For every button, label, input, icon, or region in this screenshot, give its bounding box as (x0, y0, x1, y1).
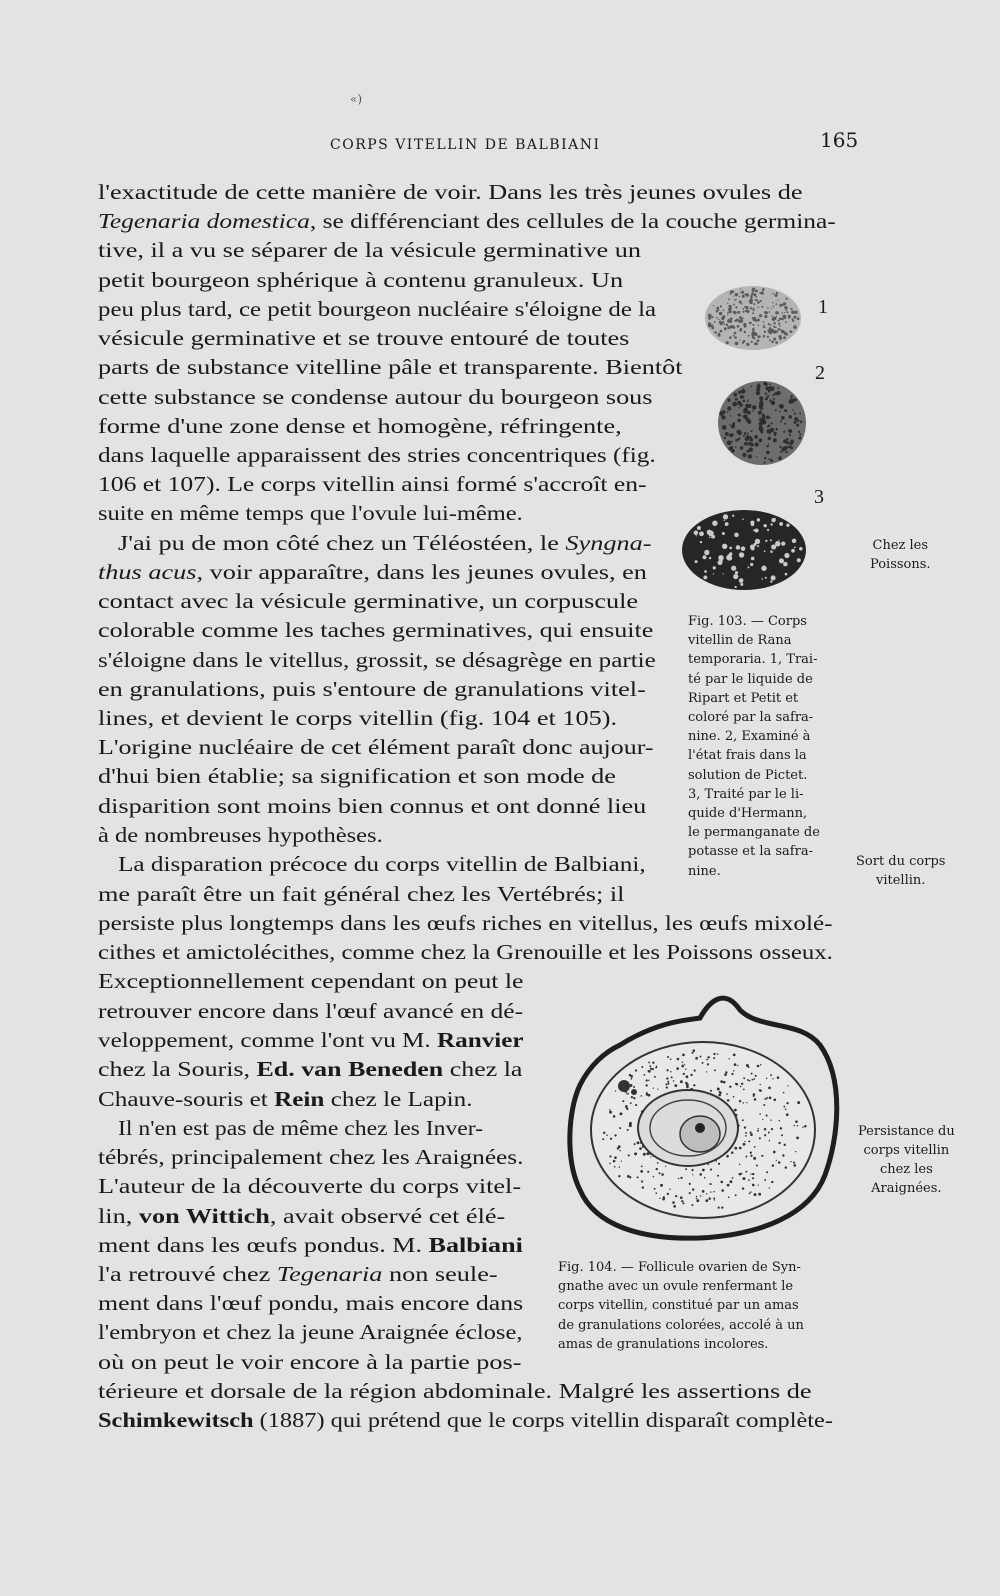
text-line (98, 385, 652, 409)
text-run: non seule- (382, 1262, 498, 1286)
text-line (98, 794, 646, 818)
text-line (98, 268, 623, 292)
text-line (98, 238, 641, 262)
caption-line: Fig. 104. — Follicule ovarien de Syn- (558, 1260, 801, 1275)
text-run: L'origine nucléaire de cet élément paraît donc aujour- (98, 735, 654, 759)
caption-line: l'état frais dans la (688, 748, 807, 764)
caption-line: Chez les (872, 538, 929, 553)
text-line (98, 618, 653, 642)
text-run: Syngna- (565, 531, 652, 555)
text-run: peu plus tard, ce petit bourgeon nucléaire s'éloigne de la (98, 297, 657, 321)
text-run: à de nombreuses hypothèses. (98, 823, 383, 847)
text-line (98, 1174, 521, 1198)
text-run: tive, il a vu se séparer de la vésicule germinative un (98, 238, 642, 262)
caption-line: solution de Pictet. (688, 767, 808, 783)
text-line (98, 472, 647, 496)
caption-line: de granulations colorées, accolé à un (558, 1317, 804, 1333)
text-run: petit bourgeon sphérique à contenu granuleux. Un (98, 268, 624, 292)
text-run: ment dans les œufs pondus. M. (98, 1233, 429, 1257)
text-run: térieure et dorsale de la région abdominale. Malgré les assertions de (98, 1379, 812, 1403)
text-run: l'embryon et chez la jeune Araignée éclose, (98, 1320, 523, 1344)
text-line (98, 911, 832, 935)
text-run: Balbiani (428, 1233, 523, 1257)
caption-line: temporaria. 1, Trai- (688, 652, 818, 668)
caption-line: le permanganate de (688, 825, 820, 841)
text-run: J'ai pu de mon côté chez un Téléostéen, le (118, 531, 566, 555)
text-line (98, 443, 656, 467)
text-line (98, 1350, 521, 1374)
text-line (98, 1204, 505, 1228)
text-run: ment dans l'œuf pondu, mais encore dans (98, 1291, 524, 1315)
text-run: Schimkewitsch (98, 1408, 254, 1432)
caption-line: vitellin de Rana (688, 633, 792, 649)
text-run: forme d'une zone dense et homogène, réfringente, (98, 414, 622, 438)
text-line (98, 882, 624, 906)
caption-line: quide d'Hermann, (688, 806, 808, 822)
text-run: contact avec la vésicule germinative, un corpuscule (98, 589, 639, 613)
fig-104-illustration (560, 990, 850, 1250)
caption-line: Persistance du (858, 1124, 955, 1139)
fig-104-caption (558, 1258, 804, 1354)
caption-line: Ripart et Petit et (688, 690, 799, 706)
text-line (98, 706, 617, 730)
text-line (98, 326, 629, 350)
fig-103-label-3: 3 (814, 486, 824, 508)
text-run: l'exactitude de cette manière de voir. Dans les très jeunes ovules de (98, 180, 803, 204)
text-line (98, 355, 683, 379)
caption-line: coloré par la safra- (688, 710, 814, 726)
caption-line: Sort du corps (856, 854, 946, 869)
text-line (98, 969, 523, 993)
text-line (98, 823, 383, 847)
text-run: retrouver encore dans l'œuf avancé en dé- (98, 999, 524, 1023)
text-line (98, 1320, 522, 1344)
caption-line: té par le liquide de (688, 671, 813, 687)
caption-line: potasse et la safra- (688, 844, 813, 860)
caption-line: corps vitellin, constitué par un amas (558, 1298, 799, 1314)
text-run: suite en même temps que l'ovule lui-même. (98, 501, 523, 525)
text-line (98, 1233, 523, 1257)
caption-line: 3, Traité par le li- (688, 786, 804, 802)
fig-103-caption (688, 612, 820, 881)
sidenote-poissons (870, 536, 931, 574)
text-line (98, 1262, 498, 1286)
page-speck: «) (350, 92, 363, 106)
text-run: vésicule germinative et se trouve entouré de toutes (98, 326, 630, 350)
text-line (98, 1408, 833, 1432)
text-line (118, 1116, 483, 1140)
text-run: Chauve-souris et (98, 1087, 275, 1111)
text-line (98, 648, 656, 672)
text-run: persiste plus longtemps dans les œufs riches en vitellus, les œufs mixolé- (98, 911, 833, 935)
caption-line: nine. (688, 863, 721, 879)
text-run: d'hui bien établie; sa signification et son mode de (98, 764, 616, 788)
text-line (98, 1291, 523, 1315)
text-run: cette substance se condense autour du bourgeon sous (98, 385, 653, 409)
text-line (98, 764, 616, 788)
text-line (98, 999, 523, 1023)
fig-103-label-1: 1 (818, 296, 828, 318)
text-line (98, 1379, 812, 1403)
text-line (98, 940, 833, 964)
text-run: lines, et devient le corps vitellin (fig. 104 et 105). (98, 706, 618, 730)
text-run: l'a retrouvé chez (98, 1262, 277, 1286)
text-run: tébrés, principalement chez les Araignées. (98, 1145, 524, 1169)
text-line (98, 180, 802, 204)
caption-line: Araignées. (871, 1181, 942, 1196)
sidenote-sort (856, 852, 945, 890)
text-run: Ranvier (436, 1028, 524, 1052)
text-run: disparition sont moins bien connus et ont donné lieu (98, 794, 647, 818)
text-run: Tegenaria domestica (98, 209, 310, 233)
text-run: parts de substance vitelline pâle et transparente. Bientôt (98, 355, 683, 379)
text-run: Il n'en est pas de même chez les Inver- (118, 1116, 484, 1140)
caption-line: nine. 2, Examiné à (688, 729, 811, 745)
text-run: où on peut le voir encore à la partie pos- (98, 1350, 522, 1374)
text-run: s'éloigne dans le vitellus, grossit, se désagrège en partie (98, 648, 656, 672)
text-run: chez la (443, 1057, 523, 1081)
caption-line: amas de granulations incolores. (558, 1336, 769, 1352)
fig-103-illustration (680, 280, 830, 610)
text-run: en granulations, puis s'entoure de granulations vitel- (98, 677, 646, 701)
text-line (98, 1087, 473, 1111)
running-head: CORPS VITELLIN DE BALBIANI (330, 137, 601, 153)
text-run: veloppement, comme l'ont vu M. (98, 1028, 437, 1052)
text-run: L'auteur de la découverte du corps vitel- (98, 1174, 522, 1198)
text-run: (1887) qui prétend que le corps vitellin disparaît complète- (253, 1408, 833, 1432)
fig-103-label-2: 2 (815, 362, 825, 384)
text-line (98, 560, 647, 584)
caption-line: vitellin. (876, 873, 926, 888)
text-line (98, 297, 656, 321)
text-line (98, 1145, 523, 1169)
text-run: , se différenciant des cellules de la couche germina- (309, 209, 836, 233)
text-line (98, 677, 646, 701)
text-run: dans laquelle apparaissent des stries concentriques (fig. (98, 443, 656, 467)
text-run: von Wittich (138, 1204, 270, 1228)
caption-line: Poissons. (870, 557, 931, 572)
text-run: Exceptionnellement cependant on peut le (98, 969, 524, 993)
text-line (98, 735, 654, 759)
text-run: chez le Lapin. (324, 1087, 473, 1111)
text-line (98, 501, 523, 525)
text-line (118, 852, 646, 876)
text-run: 106 et 107). Le corps vitellin ainsi formé s'accroît en- (98, 472, 647, 496)
text-run: La disparation précoce du corps vitellin de Balbiani, (118, 852, 646, 876)
text-line (98, 1028, 524, 1052)
text-run: me paraît être un fait général chez les Vertébrés; il (98, 882, 625, 906)
text-run: colorable comme les taches germinatives, qui ensuite (98, 618, 654, 642)
sidenote-persistance (858, 1122, 955, 1198)
text-line (98, 414, 622, 438)
text-line (98, 209, 836, 233)
text-run: cithes et amictolécithes, comme chez la Grenouille et les Poissons osseux. (98, 940, 833, 964)
text-line (98, 589, 638, 613)
text-line (118, 531, 651, 555)
text-run: , avait observé cet élé- (269, 1204, 506, 1228)
caption-line: chez les (879, 1162, 933, 1177)
caption-line: corps vitellin (863, 1143, 950, 1158)
text-run: chez la Souris, (98, 1057, 257, 1081)
text-line (98, 1057, 522, 1081)
text-run: Ed. van Beneden (256, 1057, 444, 1081)
text-run: Rein (274, 1087, 325, 1111)
text-run: thus acus (98, 560, 197, 584)
caption-line: gnathe avec un ovule renfermant le (558, 1279, 794, 1295)
text-run: Tegenaria (276, 1262, 383, 1286)
text-run: lin, (98, 1204, 139, 1228)
caption-line: Fig. 103. — Corps (688, 614, 807, 629)
page-number: 165 (820, 128, 859, 152)
text-run: , voir apparaître, dans les jeunes ovules, en (196, 560, 647, 584)
